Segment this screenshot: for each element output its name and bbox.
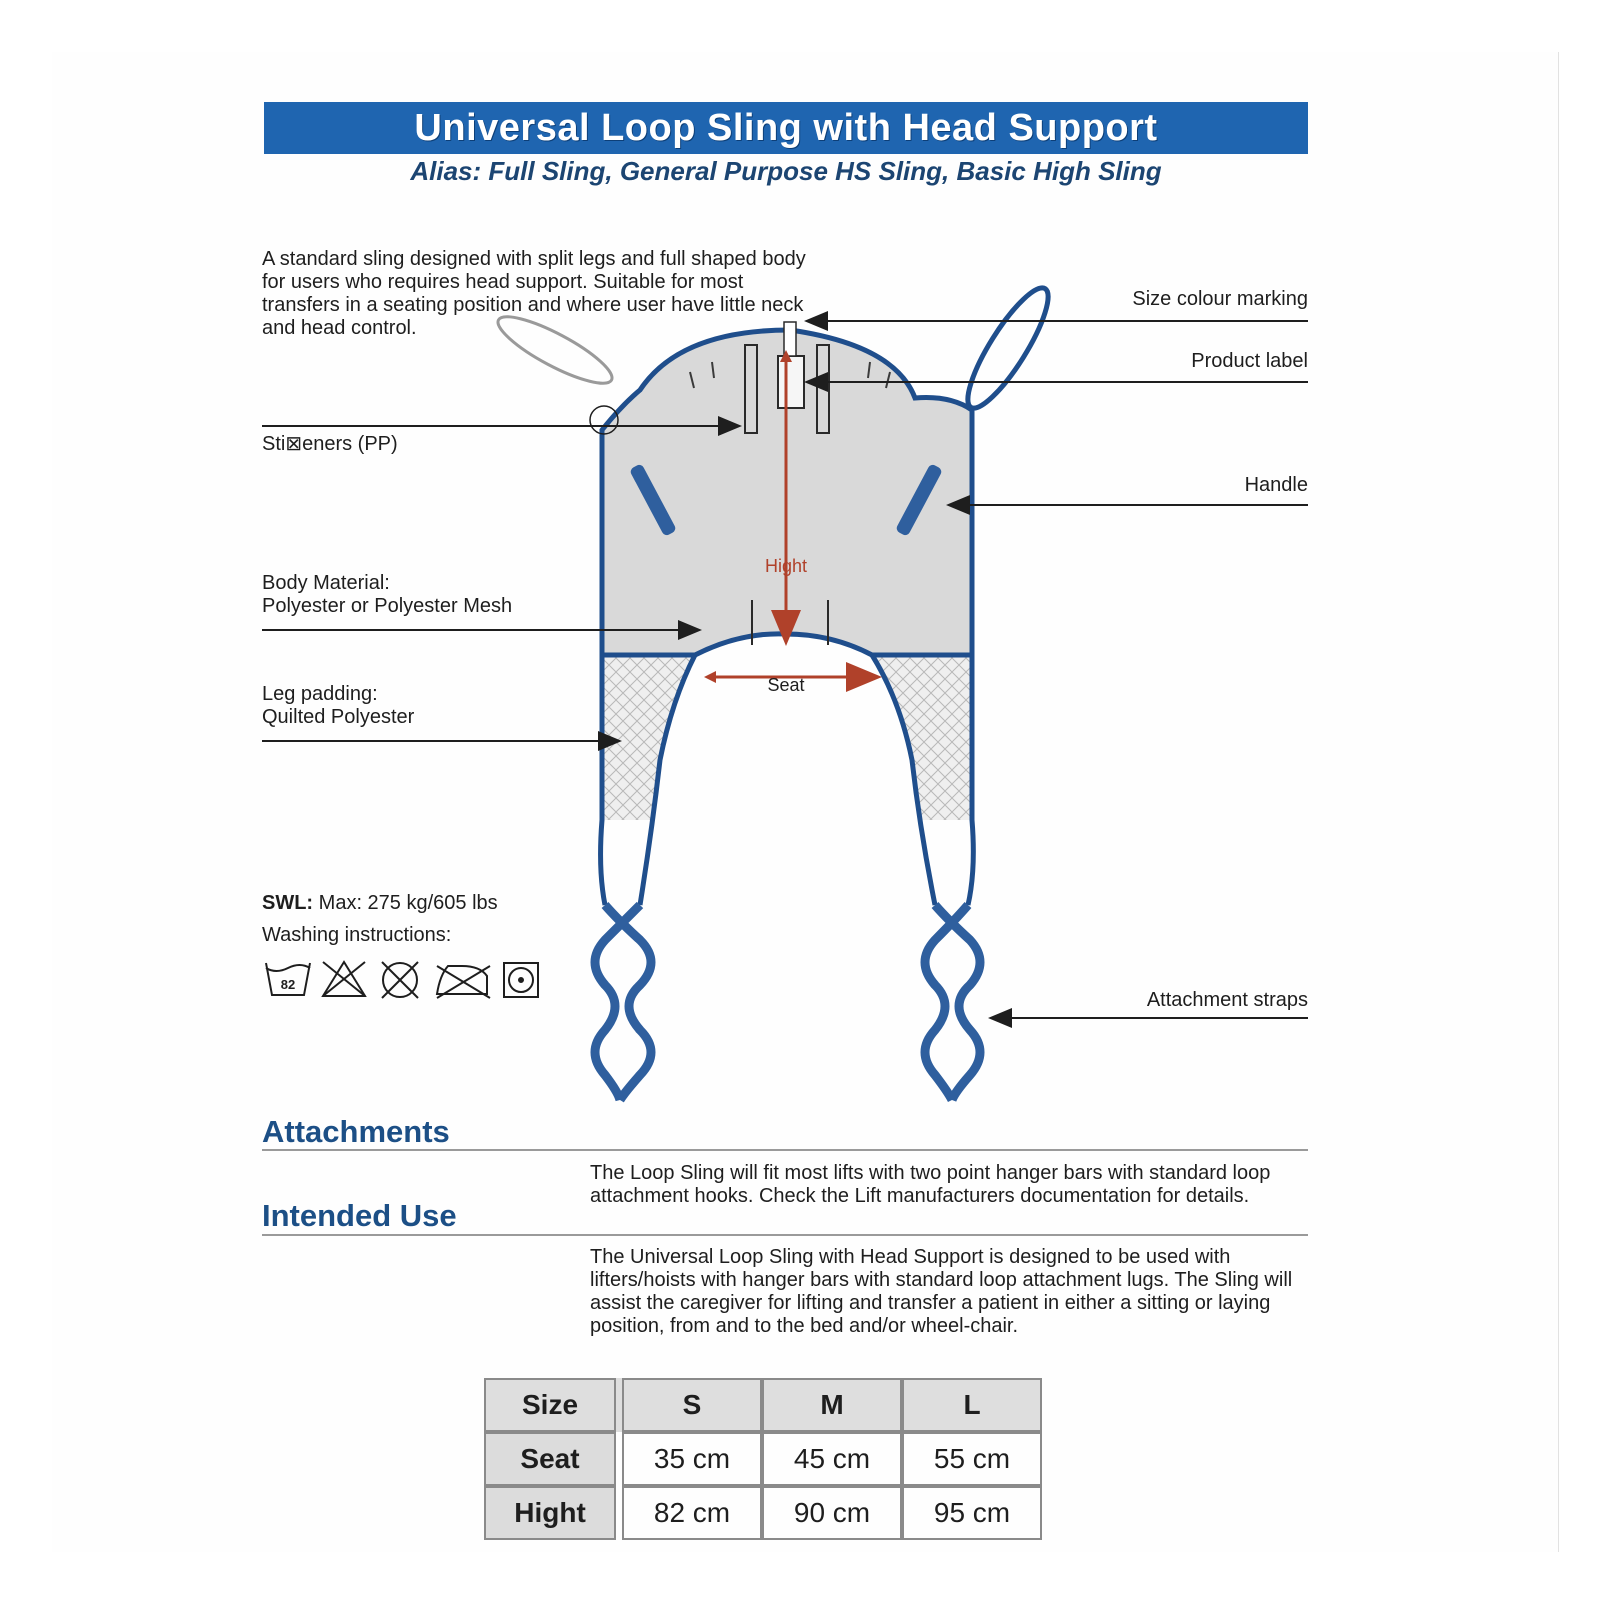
- label-product-label: Product label: [1191, 350, 1308, 372]
- label-attachment-straps: Attachment straps: [1146, 989, 1308, 1011]
- attachment-straps-left: [595, 905, 651, 1100]
- table-row-label: Seat: [484, 1432, 616, 1486]
- table-header-m: M: [762, 1378, 902, 1432]
- description-text: A standard sling designed with split legs and full shaped body for users who requires head support. Suitable for most transfers in a seating position and where user have little neck and head control.: [262, 248, 806, 339]
- body-material-value: Polyester or Polyester Mesh: [262, 595, 513, 617]
- attachments-heading: Attachments: [262, 1114, 450, 1149]
- swl-label: SWL:: [262, 892, 314, 914]
- leg-padding-title: Leg padding:: [262, 683, 378, 705]
- table-header-s: S: [622, 1378, 762, 1432]
- table-cell: 35 cm: [622, 1432, 762, 1486]
- no-tumble-dry-icon: [382, 962, 418, 998]
- tumble-dry-icon: [504, 963, 538, 997]
- table-cell: 82 cm: [622, 1486, 762, 1540]
- divider: [262, 1234, 1308, 1236]
- washing-instructions-label: Washing instructions:: [262, 924, 452, 946]
- swl-text: [262, 892, 498, 915]
- label-handle: Handle: [1244, 474, 1308, 496]
- page-title: Universal Loop Sling with Head Support: [264, 102, 1308, 154]
- attachments-text: The Loop Sling will fit most lifts with two point hanger bars with standard loop attachment hooks. Check the Lift manufacturers documentation for details.: [590, 1162, 1271, 1207]
- table-cell: 55 cm: [902, 1432, 1042, 1486]
- swl-value: Max: 275 kg/605 lbs: [318, 892, 498, 914]
- table-row-hight: [484, 1486, 1042, 1540]
- label-stiffeners: Sti⊠eners (PP): [262, 433, 398, 455]
- product-label: [778, 356, 804, 408]
- wash-82-icon: [266, 963, 310, 995]
- alias-subtitle: Alias: Full Sling, General Purpose HS Sling, Basic High Sling: [410, 156, 1162, 186]
- table-cell: 95 cm: [902, 1486, 1042, 1540]
- table-row-label: Hight: [484, 1486, 616, 1540]
- head-loop-left: [491, 306, 619, 394]
- head-loop-right: [956, 279, 1061, 417]
- table-header-size: Size: [484, 1378, 616, 1432]
- sling-left-leg: [601, 430, 605, 905]
- svg-text:82: 82: [280, 977, 296, 992]
- leg-padding-value: Quilted Polyester: [262, 706, 415, 728]
- height-dimension-label: Hight: [764, 556, 808, 576]
- attachment-straps-right: [925, 905, 980, 1100]
- label-leg-padding: [262, 683, 414, 729]
- label-size-colour-marking: Size colour marking: [1132, 288, 1308, 310]
- seat-dimension-label: Seat: [767, 675, 805, 695]
- table-cell: 90 cm: [762, 1486, 902, 1540]
- table-header-l: L: [902, 1378, 1042, 1432]
- intended-use-heading: Intended Use: [262, 1198, 457, 1233]
- label-body-material: [262, 572, 512, 618]
- divider: [262, 1149, 1308, 1151]
- intended-use-text: The Universal Loop Sling with Head Support is designed to be used with lifters/hoists with hanger bars with standard loop attachment lugs. The Sling will assist the caregiver for lifting and transfer a patient in either a sitting or laying position, from and to the bed and/or wheel-chair.: [590, 1246, 1293, 1337]
- no-iron-icon: [437, 966, 490, 998]
- size-table: [484, 1378, 1042, 1540]
- table-header-row: [484, 1378, 1042, 1432]
- body-material-title: Body Material:: [262, 572, 390, 594]
- table-cell: 45 cm: [762, 1432, 902, 1486]
- no-bleach-icon: [323, 962, 365, 996]
- table-row-seat: [484, 1432, 1042, 1486]
